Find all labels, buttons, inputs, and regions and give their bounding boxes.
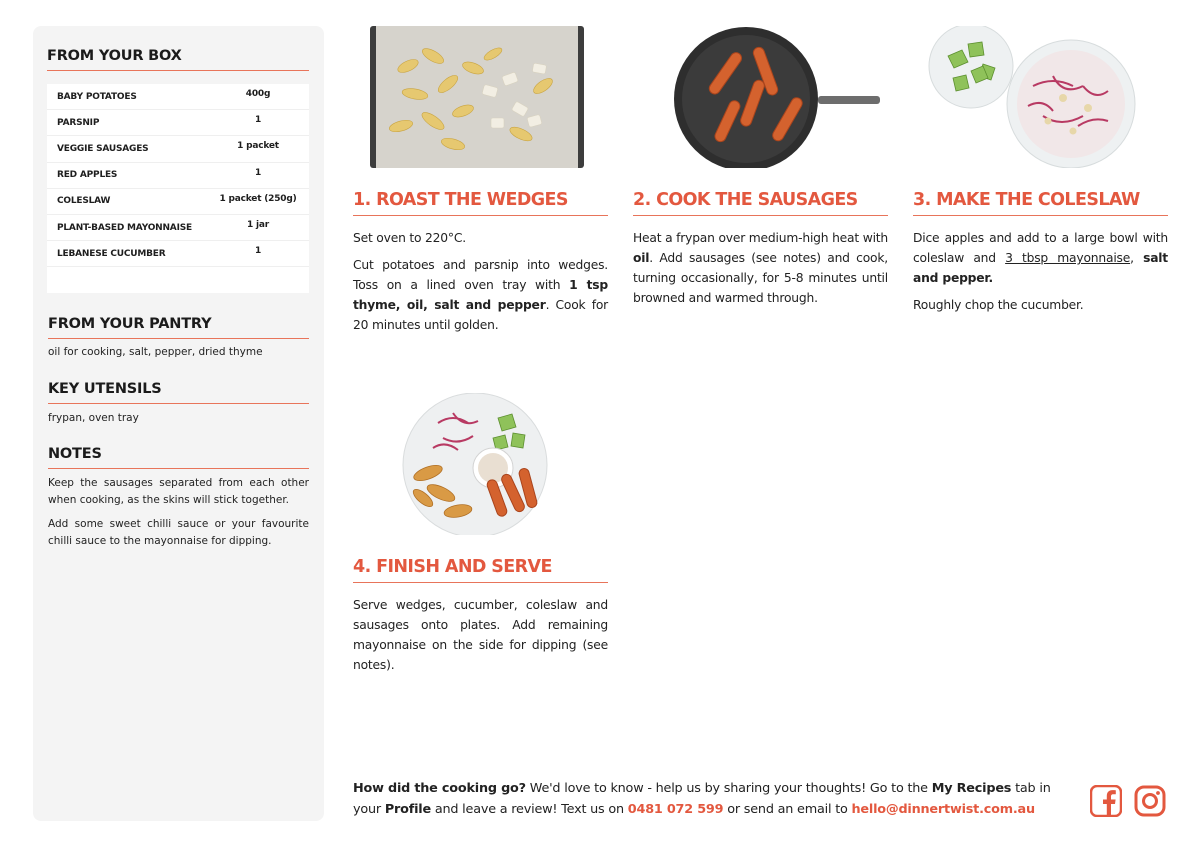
- ingredient-qty: 400g: [245, 89, 271, 100]
- step-3-text: Dice apples and add to a large bowl with coleslaw and: [913, 231, 1168, 265]
- footer-text: We'd love to know - help us by sharing your thoughts! Go to the: [525, 781, 932, 796]
- ingredient-row: [47, 163, 309, 189]
- ingredient-qty: 1: [254, 167, 262, 178]
- ingredient-qty: 1: [254, 246, 262, 257]
- step-3-para: Roughly chop the cucumber.: [913, 298, 1084, 312]
- step-finish-serve: [353, 393, 608, 675]
- ingredient-name: PLANT-BASED MAYONNAISE: [57, 222, 192, 233]
- ingredient-name: VEGGIE SAUSAGES: [57, 143, 149, 154]
- ingredient-row: [47, 189, 309, 215]
- facebook-icon[interactable]: [1090, 785, 1122, 817]
- step-2-bold-text: oil: [633, 251, 650, 265]
- pantry-text: oil for cooking, salt, pepper, dried thyme: [48, 346, 263, 359]
- key-utensils-heading: KEY UTENSILS: [48, 381, 309, 404]
- step-1-text: . Cook for 20 minutes until golden.: [353, 298, 608, 332]
- step-3-underlined-text: 3 tbsp mayonnaise: [1005, 251, 1131, 265]
- ingredient-name: BABY POTATOES: [57, 91, 137, 102]
- step-1-text: Cut potatoes and parsnip into wedges. Toss on a lined oven tray with: [353, 258, 608, 292]
- step-2-para: [633, 228, 888, 308]
- ingredient-row-empty: [47, 267, 309, 293]
- ingredient-row: [47, 136, 309, 162]
- ingredient-qty: 1 packet: [237, 141, 279, 152]
- ingredient-row: [47, 84, 309, 110]
- footer-question: How did the cooking go?: [353, 781, 526, 796]
- ingredient-row: [47, 110, 309, 136]
- step-2-body: [633, 228, 888, 308]
- ingredient-qty: 1 jar: [247, 220, 269, 231]
- footer-feedback: [353, 778, 1073, 820]
- finish-serve-photo: [353, 393, 608, 535]
- step-1-para: [353, 255, 608, 335]
- step-2-text: Heat a frypan over medium-high heat with: [633, 231, 888, 245]
- step-3-title: 3. MAKE THE COLESLAW: [913, 190, 1168, 216]
- step-make-coleslaw: [913, 26, 1168, 315]
- step-1-title: 1. ROAST THE WEDGES: [353, 190, 608, 216]
- step-roast-wedges: [353, 26, 608, 335]
- footer-text: tab in your: [353, 781, 1051, 817]
- step-4-para: Serve wedges, cucumber, coleslaw and sausages onto plates. Add remaining mayonnaise on the side for dipping (see notes).: [353, 598, 608, 672]
- from-your-pantry-heading: FROM YOUR PANTRY: [48, 316, 309, 339]
- ingredient-row: [47, 215, 309, 241]
- ingredient-row: [47, 241, 309, 267]
- footer-my-recipes: My Recipes: [931, 781, 1012, 796]
- ingredients-table: [47, 84, 309, 293]
- step-2-text: . Add sausages (see notes) and cook, turning occasionally, for 5-8 minutes until browned and warmed through.: [633, 251, 888, 305]
- instagram-icon[interactable]: [1134, 785, 1166, 817]
- step-3-bold-text: salt and pepper.: [913, 251, 1168, 285]
- footer-text: and leave a review! Text us on: [430, 802, 628, 817]
- roast-wedges-photo: [353, 26, 608, 168]
- from-your-box-heading: FROM YOUR BOX: [47, 48, 309, 71]
- ingredient-name: COLESLAW: [57, 196, 111, 207]
- sidebar-panel: [33, 26, 324, 821]
- step-1-bold-text: 1 tsp thyme, oil, salt and pepper: [353, 278, 608, 312]
- footer-text: or send an email to: [723, 802, 852, 817]
- footer-phone-link[interactable]: 0481 072 599: [627, 802, 724, 817]
- ingredient-name: LEBANESE CUCUMBER: [57, 248, 166, 259]
- ingredient-name: RED APPLES: [57, 170, 118, 181]
- step-3-para: [913, 228, 1168, 288]
- notes-heading: NOTES: [48, 446, 309, 469]
- step-1-para: Set oven to 220°C.: [353, 231, 466, 245]
- step-4-body: [353, 595, 608, 675]
- note-text: Keep the sausages separated from each other when cooking, as the skins will stick together.: [48, 477, 309, 507]
- step-3-text: ,: [1130, 251, 1144, 265]
- make-coleslaw-photo: [913, 26, 1168, 168]
- cook-sausages-photo: [633, 26, 888, 168]
- ingredient-qty: 1 packet (250g): [219, 193, 297, 204]
- utensils-text: frypan, oven tray: [48, 412, 139, 425]
- footer-profile: Profile: [384, 802, 431, 817]
- note-text: Add some sweet chilli sauce or your favourite chilli sauce to the mayonnaise for dipping.: [48, 518, 309, 548]
- step-2-title: 2. COOK THE SAUSAGES: [633, 190, 888, 216]
- step-1-body: [353, 228, 608, 335]
- footer-email-link[interactable]: hello@dinnertwist.com.au: [851, 802, 1035, 817]
- ingredient-name: PARSNIP: [57, 117, 100, 128]
- step-3-body: [913, 228, 1168, 315]
- ingredient-qty: 1: [254, 115, 262, 126]
- step-cook-sausages: [633, 26, 888, 308]
- step-4-title: 4. FINISH AND SERVE: [353, 557, 608, 583]
